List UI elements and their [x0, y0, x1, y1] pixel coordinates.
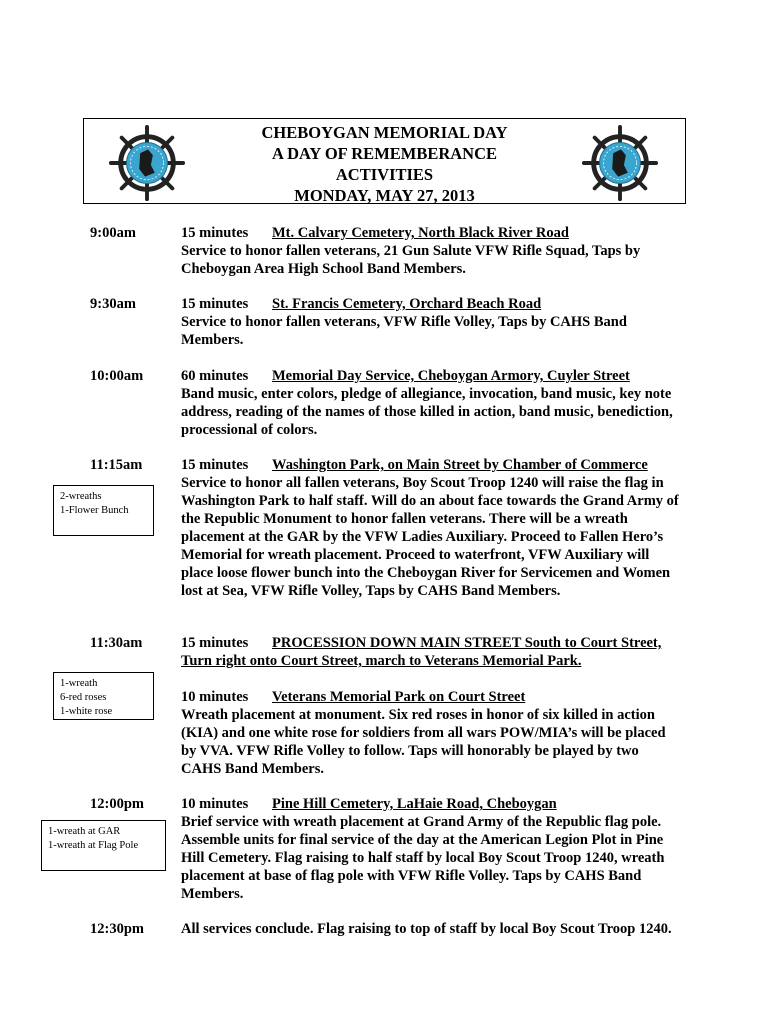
- duration: 10 minutes: [181, 689, 249, 705]
- location: Mt. Calvary Cemetery, North Black River Road: [272, 225, 569, 241]
- note-line: 1-wreath at GAR: [48, 826, 121, 837]
- location: Washington Park, on Main Street by Chamber of Commerce: [272, 457, 648, 473]
- note-line: 1-wreath: [60, 678, 98, 689]
- supplies-note-box: [53, 485, 154, 536]
- schedule-entry: [181, 295, 681, 349]
- location: St. Francis Cemetery, Orchard Beach Road: [272, 296, 542, 312]
- duration: 15 minutes: [181, 635, 249, 651]
- location: PROCESSION DOWN MAIN STREET South to Court Street, Turn right onto Court Street, march to Veterans Memorial Park.: [181, 635, 662, 669]
- note-line: 6-red roses: [60, 692, 107, 703]
- schedule-time: 9:00am: [90, 225, 136, 241]
- description: Wreath placement at monument. Six red roses in honor of six killed in action (KIA) and one white rose for soldiers from all wars POW/MIA’s will be placed by VVA. VFW Rifle Volley to follow. Taps will honorably be played by two CAHS Band Members.: [181, 707, 666, 777]
- description: Service to honor fallen veterans, VFW Rifle Volley, Taps by CAHS Band Members.: [181, 314, 627, 348]
- title-line-3: ACTIVITIES: [335, 165, 434, 184]
- duration: 60 minutes: [181, 368, 249, 384]
- title-line-1: CHEBOYGAN MEMORIAL DAY: [261, 123, 508, 142]
- schedule-entry: [181, 795, 681, 903]
- description: Service to honor fallen veterans, 21 Gun Salute VFW Rifle Squad, Taps by Cheboygan Area High School Band Members.: [181, 243, 641, 277]
- note-line: 1-Flower Bunch: [60, 505, 129, 516]
- note-line: 1-white rose: [60, 706, 113, 717]
- title-line-4: MONDAY, MAY 27, 2013: [294, 186, 475, 205]
- description: All services conclude. Flag raising to top of staff by local Boy Scout Troop 1240.: [181, 921, 672, 937]
- note-line: 2-wreaths: [60, 491, 102, 502]
- schedule-entry: [181, 367, 681, 439]
- duration: 15 minutes: [181, 296, 249, 312]
- schedule-entry: [181, 456, 681, 600]
- schedule-entry: [181, 634, 681, 670]
- title-line-2: A DAY OF REMEMBERANCE: [271, 144, 498, 163]
- schedule-time: 9:30am: [90, 296, 136, 312]
- schedule-time: 10:00am: [90, 368, 144, 384]
- supplies-note-box: [53, 672, 154, 720]
- supplies-note-box: [41, 820, 166, 871]
- schedule-entry: [181, 688, 681, 778]
- schedule-time: 11:30am: [90, 635, 143, 651]
- location: Pine Hill Cemetery, LaHaie Road, Cheboygan: [272, 796, 557, 812]
- ship-wheel-emblem-icon: [581, 124, 659, 202]
- schedule-entry: [181, 224, 681, 278]
- schedule-time: 11:15am: [90, 457, 143, 473]
- description: Service to honor all fallen veterans, Boy Scout Troop 1240 will raise the flag in Washington Park to half staff. Will do an about face towards the Grand Army of the Republic Monument to honor fallen veterans. There will be a wreath placement at the GAR by the VFW Ladies Auxiliary. Proceed to Fallen Hero’s Memorial for wreath placement. Proceed to waterfront, VFW Auxiliary will place loose flower bunch into the Cheboygan River for Servicemen and Women lost at Sea, VFW Rifle Volley, Taps by CAHS Band Members.: [181, 475, 679, 599]
- duration: 10 minutes: [181, 796, 249, 812]
- location: Memorial Day Service, Cheboygan Armory, Cuyler Street: [272, 368, 630, 384]
- header-box: [83, 118, 686, 204]
- note-line: 1-wreath at Flag Pole: [48, 840, 139, 851]
- location: Veterans Memorial Park on Court Street: [272, 689, 526, 705]
- schedule-entry: [181, 920, 681, 938]
- description: Brief service with wreath placement at Grand Army of the Republic flag pole. Assemble units for final service of the day at the American Legion Plot in Pine Hill Cemetery. Flag raising to half staff by local Boy Scout Troop 1240, wreath placement at base of flag pole with VFW Rifle Volley. Taps by CAHS Band Members.: [181, 814, 665, 902]
- duration: 15 minutes: [181, 457, 249, 473]
- schedule-time: 12:30pm: [90, 921, 144, 937]
- duration: 15 minutes: [181, 225, 249, 241]
- schedule-time: 12:00pm: [90, 796, 144, 812]
- description: Band music, enter colors, pledge of allegiance, invocation, band music, key note address, reading of the names of those killed in action, band music, benediction, processional of colors.: [181, 386, 673, 438]
